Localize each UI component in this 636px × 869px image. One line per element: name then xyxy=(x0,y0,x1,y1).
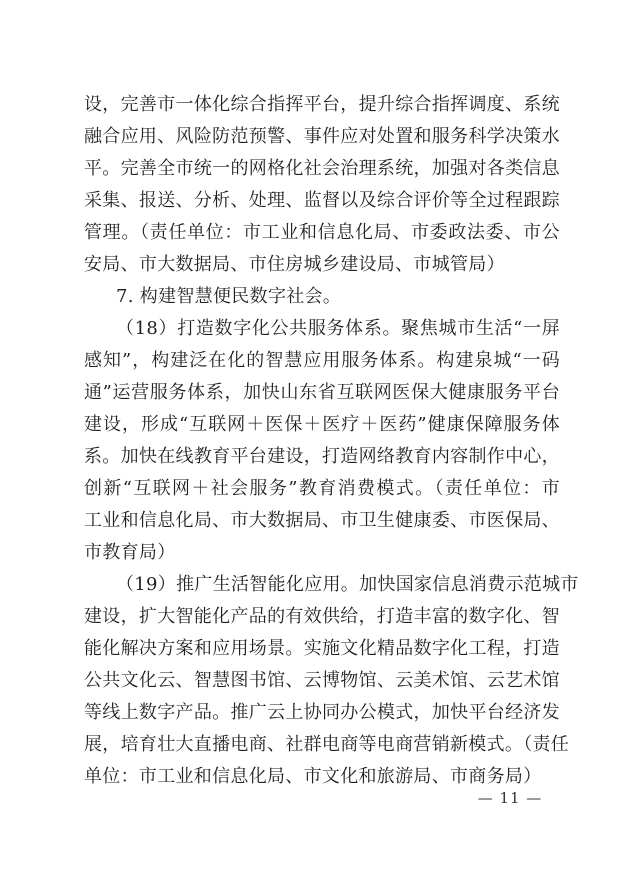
text-line: 创新“互联网＋社会服务”教育消费模式。（责任单位：市 xyxy=(84,478,560,499)
text-line: 系。加快在线教育平台建设，打造网络教育内容制作中心， xyxy=(84,446,560,467)
text-line: 平。完善全市统一的网格化社会治理系统，加强对各类信息 xyxy=(84,158,560,179)
text-line: 建设，扩大智能化产品的有效供给，打造丰富的数字化、智 xyxy=(84,606,560,627)
text-line: 设，完善市一体化综合指挥平台，提升综合指挥调度、系统 xyxy=(84,94,560,115)
text-line: 安局、市大数据局、市住房城乡建设局、市城管局） xyxy=(84,254,505,275)
text-line: 能化解决方案和应用场景。实施文化精品数字化工程，打造 xyxy=(84,638,560,659)
text-line: 工业和信息化局、市大数据局、市卫生健康委、市医保局、 xyxy=(84,510,560,531)
paragraph-first-line: （19）推广生活智能化应用。加快国家信息消费示范城市 xyxy=(116,574,579,595)
text-line: 单位：市工业和信息化局、市文化和旅游局、市商务局） xyxy=(84,766,542,787)
text-line: 管理。（责任单位：市工业和信息化局、市委政法委、市公 xyxy=(84,222,560,243)
text-line: 感知”，构建泛在化的智慧应用服务体系。构建泉城“一码 xyxy=(84,350,560,371)
text-line: 等线上数字产品。推广云上协同办公模式，加快平台经济发 xyxy=(84,702,560,723)
text-line: 融合应用、风险防范预警、事件应对处置和服务科学决策水 xyxy=(84,126,560,147)
text-line: 采集、报送、分析、处理、监督以及综合评价等全过程跟踪 xyxy=(84,190,560,211)
text-line: 公共文化云、智慧图书馆、云博物馆、云美术馆、云艺术馆 xyxy=(84,670,560,691)
section-heading: 7. 构建智慧便民数字社会。 xyxy=(116,286,342,307)
text-line: 建设，形成“互联网＋医保＋医疗＋医药”健康保障服务体 xyxy=(84,414,560,435)
text-line: 市教育局） xyxy=(84,542,176,563)
text-line: 通”运营服务体系，加快山东省互联网医保大健康服务平台 xyxy=(84,382,560,403)
page-number: — 11 — xyxy=(477,789,543,807)
text-line: 展，培育壮大直播电商、社群电商等电商营销新模式。（责任 xyxy=(84,734,570,755)
paragraph-first-line: （18）打造数字化公共服务体系。聚焦城市生活“一屏 xyxy=(116,318,560,339)
